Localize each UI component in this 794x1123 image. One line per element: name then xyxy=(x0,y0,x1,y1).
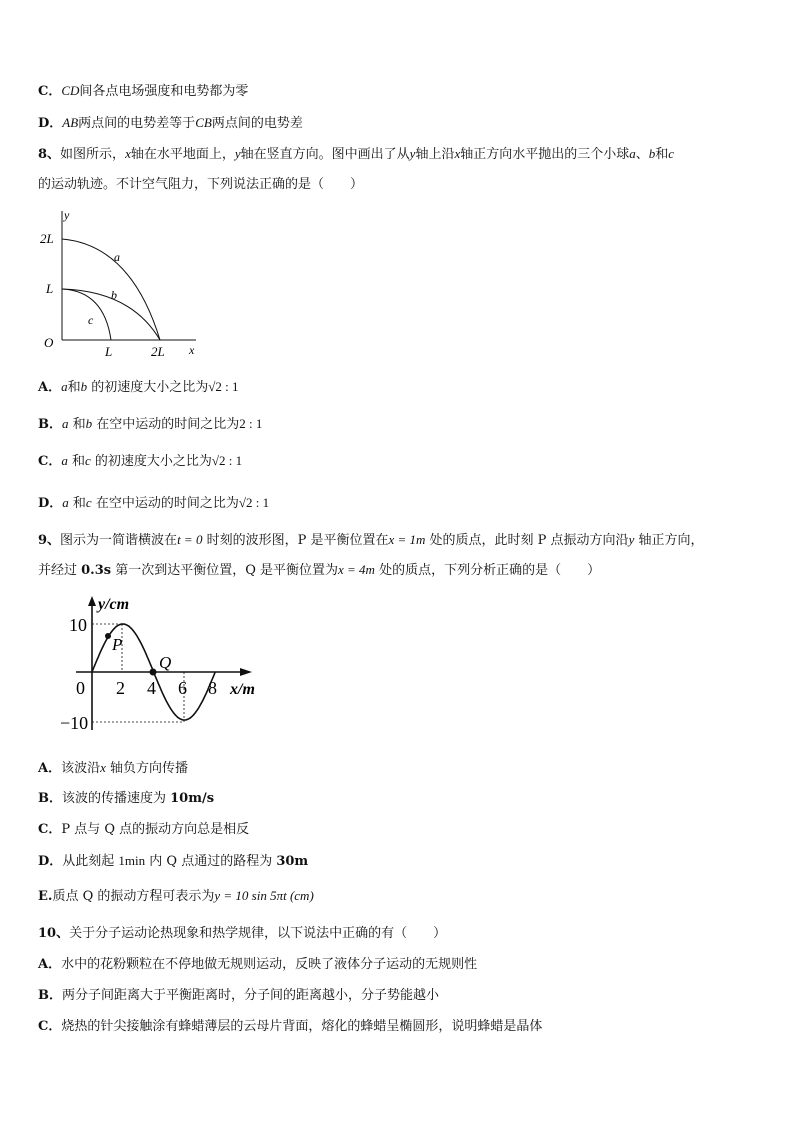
point-label-P: P xyxy=(112,635,123,654)
bold-value: 10m/s xyxy=(170,791,215,806)
option-text: 和 xyxy=(68,496,86,511)
math-text: t = 0 xyxy=(177,532,203,547)
q9-stem-line-2 xyxy=(38,561,600,580)
math-text: x = 1m xyxy=(388,532,426,547)
q9-wave-figure xyxy=(56,590,276,740)
math-text: c xyxy=(85,495,92,510)
option-text: 和 xyxy=(67,380,81,395)
stem-text: 轴在竖直方向。图中画出了从 xyxy=(240,147,410,162)
bold-value: 0.3s xyxy=(81,563,112,578)
math-text: y xyxy=(628,532,635,547)
math-text: CB xyxy=(195,115,212,130)
q8-stem-line-2: 的运动轨迹。不计空气阻力，下列说法正确的是（ ） xyxy=(38,177,364,192)
point-Q xyxy=(150,669,157,676)
q9-option-a xyxy=(38,759,188,778)
option-text: 的初速度大小之比为 xyxy=(90,454,212,469)
q7-option-d xyxy=(38,114,303,133)
x-tick-2L: 2L xyxy=(151,344,165,359)
q8-option-d xyxy=(38,494,269,513)
option-label: E. xyxy=(38,889,53,904)
option-label: D． xyxy=(38,854,63,869)
x-tick-2: 2 xyxy=(116,678,125,698)
y-tick-2L: 2L xyxy=(40,231,54,246)
q9-option-c xyxy=(38,821,249,839)
math-value: √2 : 1 xyxy=(211,453,243,468)
q7-option-c xyxy=(38,82,248,101)
stem-text: 如图所示， xyxy=(60,147,126,162)
stem-text: 第一次到达平衡位置，Q 是平衡位置为 xyxy=(111,563,339,578)
curve-label-c: c xyxy=(88,313,94,327)
math-text: CD xyxy=(61,83,80,98)
math-text: x = 4m xyxy=(338,562,375,577)
option-label: C． xyxy=(38,84,62,99)
x-tick-0: 0 xyxy=(76,678,85,698)
option-label: B． xyxy=(38,988,62,1003)
option-text: 质点 Q 的振动方程可表示为 xyxy=(52,889,215,904)
math-text: b xyxy=(85,416,93,431)
stem-text: 并经过 xyxy=(38,563,82,578)
stem-text: 、 xyxy=(635,147,649,162)
option-label: D． xyxy=(38,116,63,131)
option-label: C． xyxy=(38,822,62,837)
option-label: A． xyxy=(38,957,62,972)
math-text: c xyxy=(668,146,675,161)
x-tick-6: 6 xyxy=(178,678,187,698)
math-text: a xyxy=(61,453,68,468)
stem-text: 轴在水平地面上， xyxy=(130,147,235,162)
math-value: √2 : 1 xyxy=(238,495,270,510)
x-axis-label: x xyxy=(189,343,195,357)
option-label: A． xyxy=(38,380,62,395)
option-text: 烧热的针尖接触涂有蜂蜡薄层的云母片背面，熔化的蜂蜡呈椭圆形，说明蜂蜡是晶体 xyxy=(61,1019,543,1034)
math-text: y = 10 sin 5πt (cm) xyxy=(214,888,314,903)
option-text: 轴负方向传播 xyxy=(105,761,189,776)
math-value: 2 : 1 xyxy=(239,416,263,431)
y-arrow-icon xyxy=(88,596,96,606)
curve-label-a: a xyxy=(114,250,120,264)
q9-stem-line-1 xyxy=(38,531,703,550)
q9-option-b xyxy=(38,790,214,808)
option-text: 在空中运动的时间之比为 xyxy=(92,417,240,432)
stem-text: 处的质点，此时刻 P 点振动方向沿 xyxy=(425,533,629,548)
y-tick-L: L xyxy=(46,281,54,296)
option-text: 两点间的电势差 xyxy=(211,116,303,131)
math-text: AB xyxy=(62,115,79,130)
option-label: B． xyxy=(38,791,62,806)
x-tick-8: 8 xyxy=(208,678,217,698)
option-label: C． xyxy=(38,1019,62,1034)
question-number: 9、 xyxy=(38,533,61,548)
trajectory-c xyxy=(62,289,111,340)
option-label: D． xyxy=(38,496,63,511)
math-text: b xyxy=(648,146,656,161)
y-axis-label: y/cm xyxy=(98,596,130,613)
stem-text: 关于分子运动论热现象和热学规律，以下说法中正确的有（ ） xyxy=(69,926,447,941)
option-text: 两分子间距离大于平衡距离时，分子间的距离越小，分子势能越小 xyxy=(62,988,440,1003)
x-tick-4: 4 xyxy=(147,678,156,698)
option-text: P 点与 Q 点的振动方向总是相反 xyxy=(61,822,250,837)
math-value: √2 : 1 xyxy=(208,379,239,394)
option-text: 的初速度大小之比为 xyxy=(87,380,209,395)
math-text: a xyxy=(61,379,68,394)
math-text: x xyxy=(100,760,106,775)
stem-text: 时刻的波形图，P 是平衡位置在 xyxy=(202,533,389,548)
math-text: a xyxy=(62,416,69,431)
point-P xyxy=(105,633,111,639)
option-text: 两点间的电势差等于 xyxy=(78,116,196,131)
stem-text: 和 xyxy=(655,147,669,162)
math-text: y xyxy=(409,146,416,161)
math-text: x xyxy=(454,146,461,161)
stem-text: 图示为一简谐横波在 xyxy=(60,533,178,548)
option-text: 水中的花粉颗粒在不停地做无规则运动，反映了液体分子运动的无规则性 xyxy=(61,957,478,972)
stem-text: 轴正方向水平抛出的三个小球 xyxy=(460,147,630,162)
option-text: 间各点电场强度和电势都为零 xyxy=(79,84,249,99)
option-text: 和 xyxy=(68,417,86,432)
math-text: a xyxy=(62,495,69,510)
q8-option-c xyxy=(38,452,242,471)
q10-option-c xyxy=(38,1018,542,1036)
y-tick-10: 10 xyxy=(69,615,87,635)
question-number: 10、 xyxy=(38,926,70,941)
x-arrow-icon xyxy=(240,668,252,676)
question-number: 8、 xyxy=(38,147,61,162)
x-axis-label: x/m xyxy=(230,681,255,698)
q8-option-a xyxy=(38,378,239,397)
q8-stem-line-1 xyxy=(38,145,674,164)
curve-label-b: b xyxy=(111,288,117,302)
option-label: A． xyxy=(38,761,62,776)
math-text: y xyxy=(234,146,241,161)
q9-option-d xyxy=(38,852,308,871)
q10-stem xyxy=(38,925,446,943)
origin-label: O xyxy=(44,335,54,350)
math-text: a xyxy=(629,146,636,161)
stem-text: 轴正方向， xyxy=(634,533,704,548)
math-text: c xyxy=(85,453,91,468)
math-text: x xyxy=(125,146,131,161)
stem-text: 轴上沿 xyxy=(415,147,455,162)
option-text: 从此刻起 xyxy=(62,854,119,869)
bold-value: 30m xyxy=(276,854,309,869)
option-text: 内 Q 点通过的路程为 xyxy=(145,854,277,869)
q9-option-e xyxy=(38,887,314,906)
option-text: 和 xyxy=(67,454,85,469)
x-tick-L: L xyxy=(105,344,113,359)
option-label: B． xyxy=(38,417,62,432)
option-text: 在空中运动的时间之比为 xyxy=(91,496,239,511)
q8-trajectory-figure xyxy=(36,205,216,365)
option-text: 该波的传播速度为 xyxy=(62,791,171,806)
q8-option-b xyxy=(38,415,262,434)
option-text: 该波沿 xyxy=(61,761,101,776)
y-tick-minus-10: −10 xyxy=(60,713,89,733)
q10-option-a xyxy=(38,956,477,974)
math-text: b xyxy=(80,379,88,394)
math-text: 1min xyxy=(118,853,146,868)
option-label: C． xyxy=(38,454,62,469)
stem-text: 处的质点，下列分析正确的是（ ） xyxy=(374,563,601,578)
q10-option-b xyxy=(38,987,439,1005)
y-axis-label: y xyxy=(64,208,70,222)
point-label-Q: Q xyxy=(159,653,172,672)
